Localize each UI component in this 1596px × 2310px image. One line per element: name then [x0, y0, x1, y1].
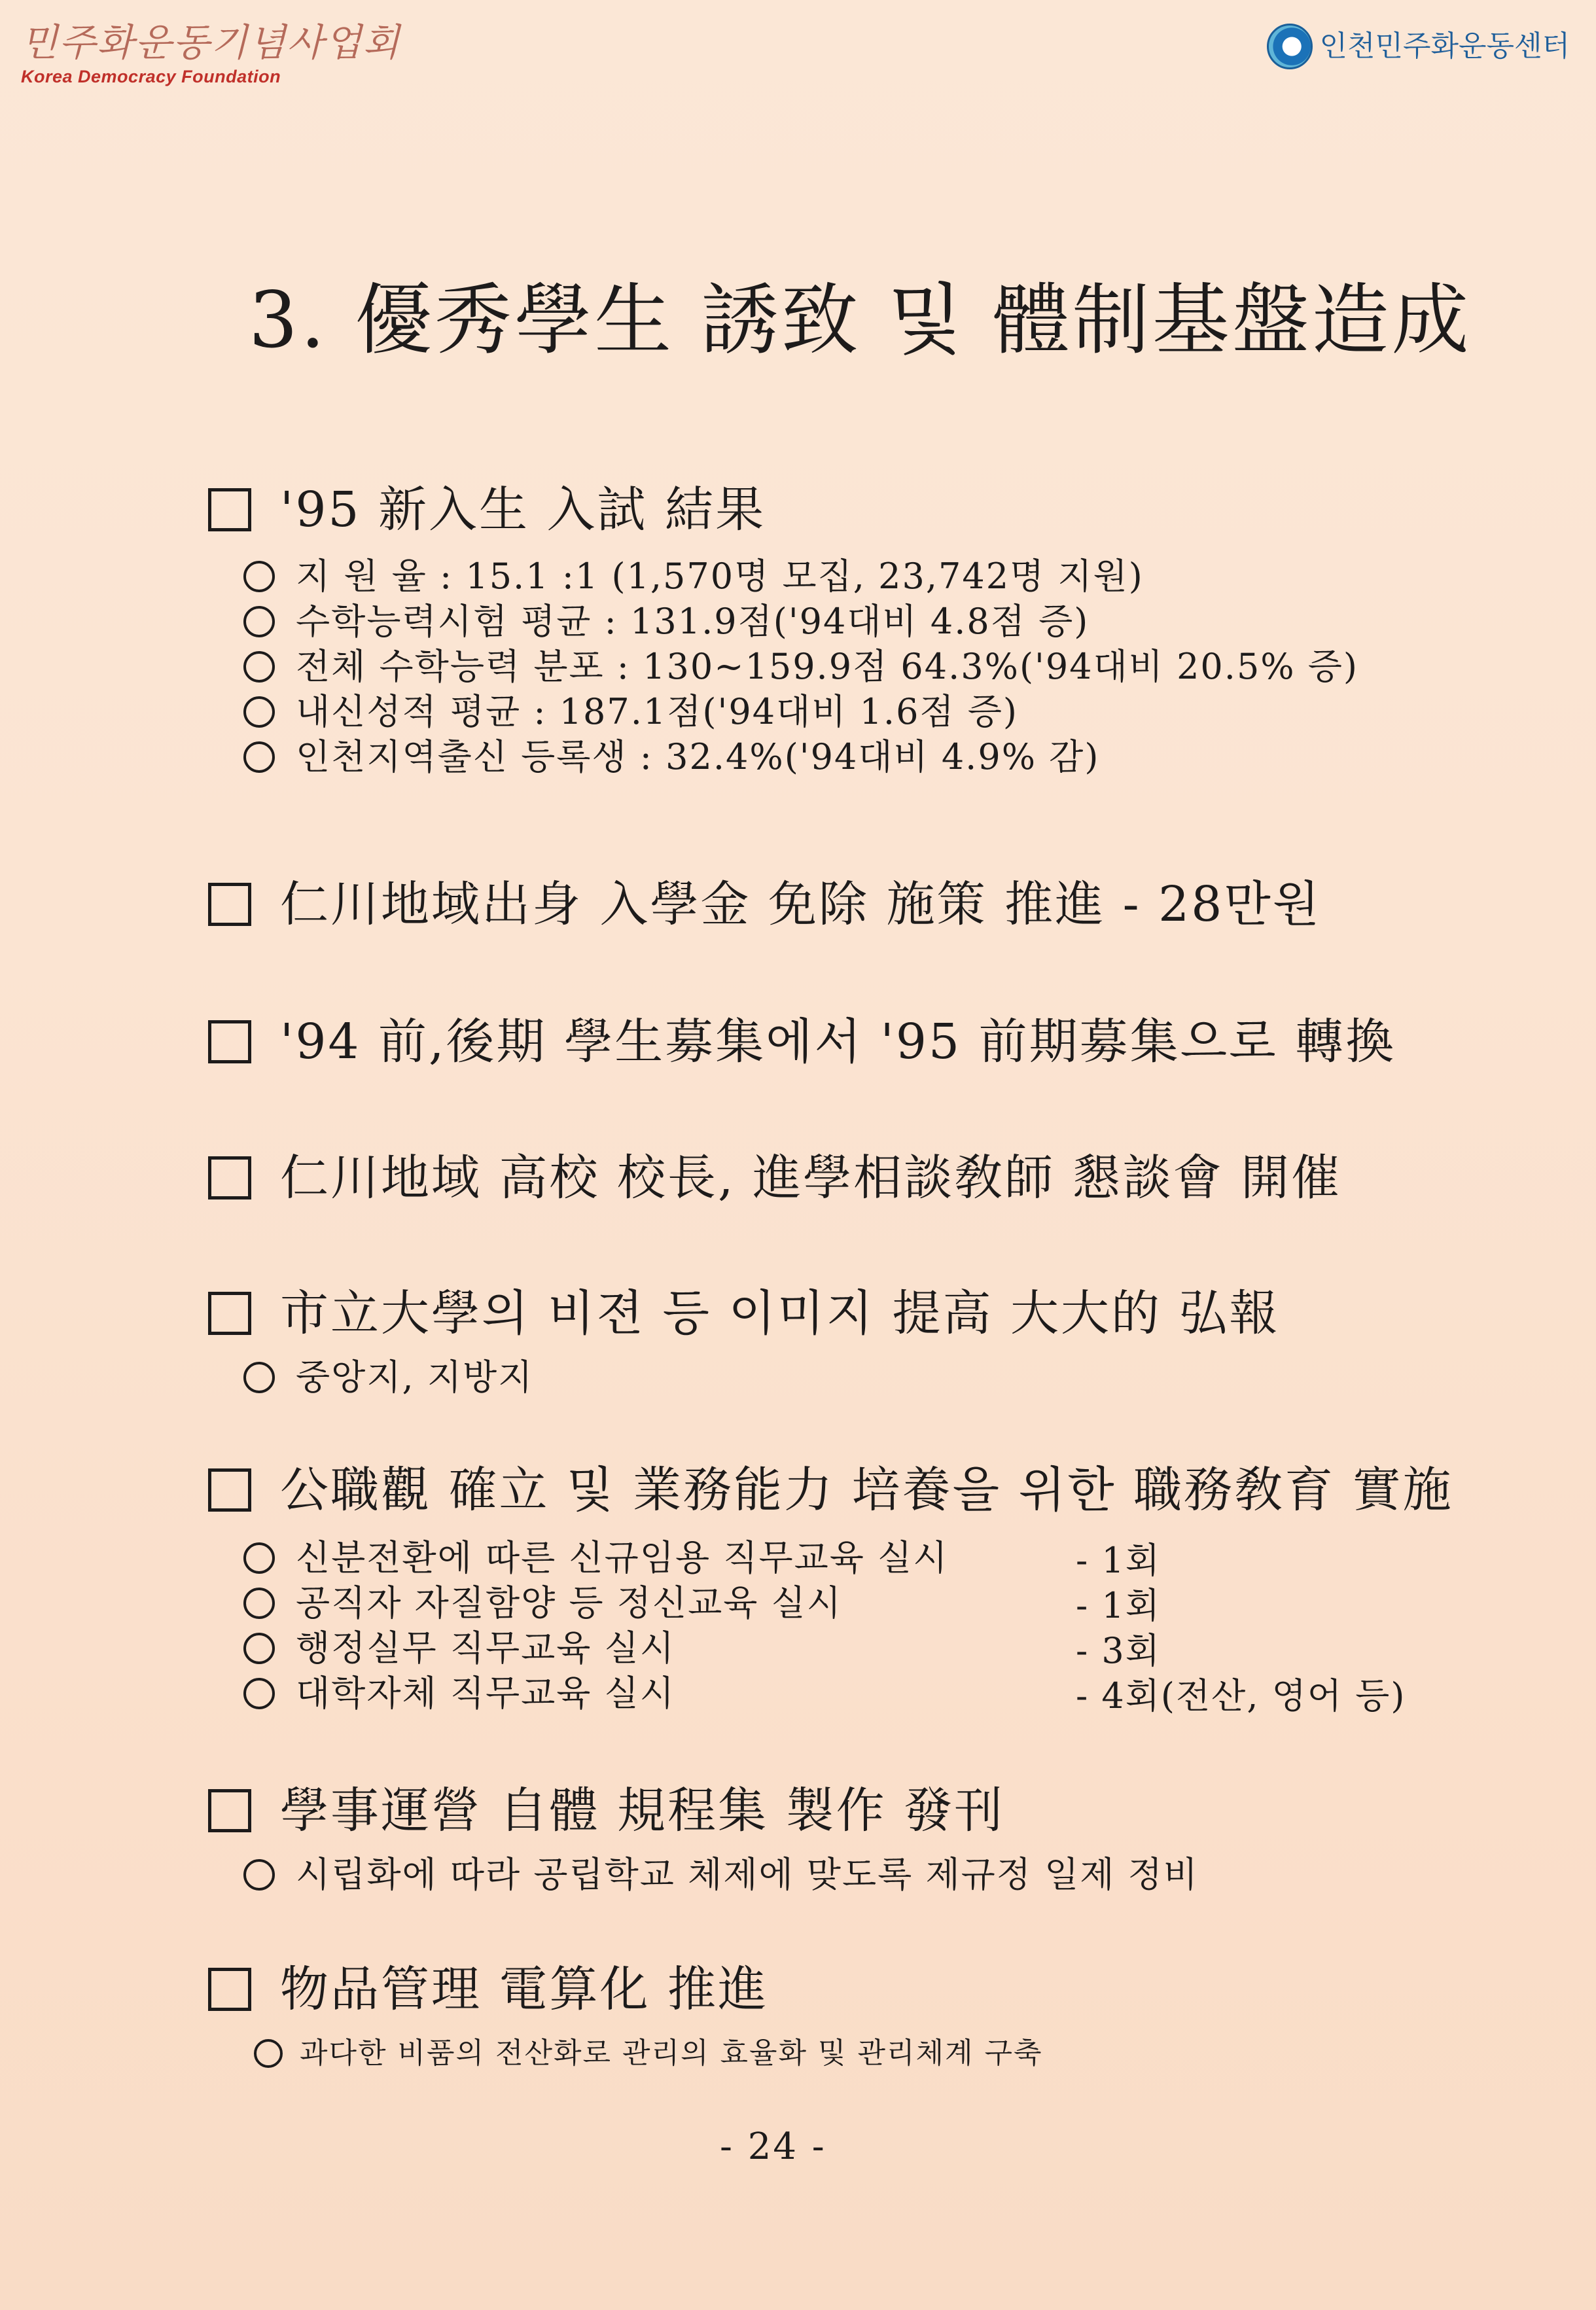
checkbox-square-icon	[208, 1789, 251, 1832]
list-item-text: 과다한 비품의 전산화로 관리의 효율화 및 관리체계 구축	[300, 2036, 1043, 2070]
list-item	[243, 1626, 1569, 1671]
checkbox-square-icon	[208, 1020, 251, 1063]
section-entrance-results	[208, 482, 1569, 779]
list-item-text: 지 원 율 : 15.1 :1 (1,570명 모집, 23,742명 지원)	[296, 555, 1144, 597]
list-item-text: 인천지역출신 등록생 : 32.4%('94대비 4.9% 감)	[296, 736, 1100, 777]
list-item	[243, 734, 1569, 779]
section-title: 市立大學의 비젼 등 이미지 提高 大大的 弘報	[280, 1285, 1280, 1342]
list-item	[243, 1580, 1569, 1626]
list-item	[243, 1535, 1569, 1580]
section-title: '95 新入生 入試 結果	[280, 482, 766, 538]
list-item	[243, 599, 1569, 644]
section-public-relations	[208, 1285, 1569, 1400]
list-item-text: 신분전환에 따른 신규임용 직무교육 실시	[296, 1537, 949, 1578]
bullet-circle-icon	[243, 1678, 275, 1709]
bullet-circle-icon	[243, 1362, 275, 1393]
list-item-text: 시립화에 따라 공립학교 체제에 맞도록 제규정 일제 정비	[296, 1853, 1199, 1895]
list-item	[243, 1852, 1569, 1897]
section-title: 物品管理 電算化 推進	[280, 1961, 769, 2017]
list-item-text: 수학능력시험 평균 : 131.9점('94대비 4.8점 증)	[296, 600, 1090, 642]
bullet-circle-icon	[243, 696, 275, 728]
bullet-circle-icon	[243, 561, 275, 592]
kdf-logo-korean: 민주화운동기념사업회	[21, 20, 401, 65]
checkbox-square-icon	[208, 1156, 251, 1199]
list-item	[243, 1671, 1569, 1716]
section-title: 學事運營 自體 規程集 製作 發刊	[280, 1783, 1005, 1839]
bullet-circle-icon	[243, 1633, 275, 1664]
checkbox-square-icon	[208, 883, 251, 926]
section-principal-meeting	[208, 1150, 1569, 1206]
section-job-training	[208, 1462, 1569, 1716]
section-title: 仁川地域出身 入學金 免除 施策 推進 - 28만원	[280, 876, 1322, 933]
bullet-circle-icon	[243, 1859, 275, 1891]
bullet-circle-icon	[243, 1588, 275, 1619]
section-title: 仁川地域 高校 校長, 進學相談敎師 懇談會 開催	[280, 1150, 1342, 1206]
list-item	[243, 554, 1569, 599]
list-item	[243, 1355, 1569, 1400]
bullet-circle-icon	[243, 651, 275, 683]
list-item-count: - 1회	[1076, 1540, 1161, 1581]
kdf-logo	[21, 20, 401, 87]
section-title: '94 前,後期 學生募集에서 '95 前期募集으로 轉換	[280, 1014, 1396, 1070]
section-admission-fee-exemption	[208, 876, 1569, 933]
checkbox-square-icon	[208, 488, 251, 531]
list-item	[243, 644, 1569, 689]
list-item-text: 내신성적 평균 : 187.1점('94대비 1.6점 증)	[296, 690, 1018, 732]
list-item	[243, 689, 1569, 734]
list-item-text: 대학자체 직무교육 실시	[296, 1672, 675, 1714]
list-item-count: - 1회	[1076, 1585, 1161, 1626]
incheon-center-logo	[1267, 24, 1570, 69]
page-title: 3. 優秀學生 誘致 및 體制基盤造成	[249, 275, 1472, 365]
checkbox-square-icon	[208, 1968, 251, 2011]
bullet-circle-icon	[243, 1542, 275, 1574]
circular-emblem-icon	[1267, 24, 1313, 69]
list-item-text: 전체 수학능력 분포 : 130~159.9점 64.3%('94대비 20.5% 증)	[296, 645, 1359, 687]
incheon-center-name: 인천민주화운동센터	[1319, 29, 1570, 63]
list-item-text: 중앙지, 지방지	[296, 1356, 534, 1398]
kdf-logo-english: Korea Democracy Foundation	[21, 67, 281, 86]
section-inventory-computerization	[208, 1961, 1569, 2076]
list-item-count: - 3회	[1076, 1630, 1161, 1671]
list-item-count: - 4회(전산, 영어 등)	[1076, 1675, 1406, 1716]
section-recruitment-change	[208, 1014, 1569, 1070]
list-item-text: 행정실무 직무교육 실시	[296, 1627, 675, 1669]
list-item-text: 공직자 자질함양 등 정신교육 실시	[296, 1582, 842, 1624]
checkbox-square-icon	[208, 1468, 251, 1512]
section-title: 公職觀 確立 및 業務能力 培養을 위한 職務敎育 實施	[280, 1462, 1453, 1518]
checkbox-square-icon	[208, 1292, 251, 1335]
bullet-circle-icon	[243, 741, 275, 773]
section-regulation-publication	[208, 1783, 1569, 1897]
page-number: - 24 -	[720, 2125, 826, 2168]
bullet-circle-icon	[243, 606, 275, 637]
bullet-circle-icon	[254, 2039, 283, 2068]
list-item	[254, 2031, 1569, 2076]
